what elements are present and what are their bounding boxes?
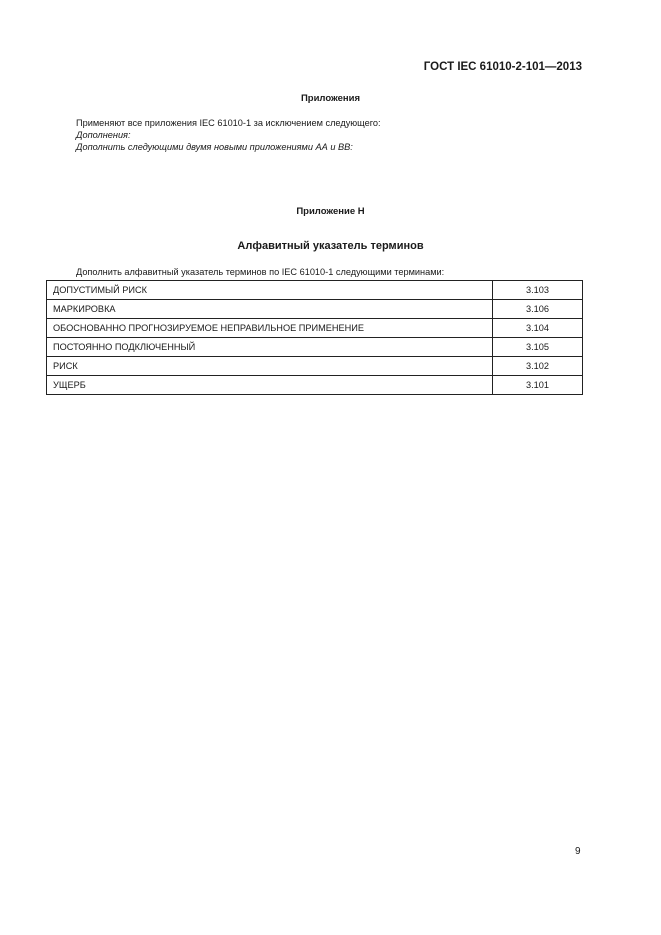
table-row — [47, 357, 583, 376]
table-row — [47, 281, 583, 300]
annexes-paragraph-2: Дополнения: — [76, 130, 131, 140]
term-ref-cell: 3.103 — [493, 281, 583, 300]
term-cell: ДОПУСТИМЫЙ РИСК — [47, 281, 493, 300]
term-cell: ПОСТОЯННО ПОДКЛЮЧЕННЫЙ — [47, 338, 493, 357]
page-number: 9 — [575, 846, 581, 857]
term-cell: ОБОСНОВАННО ПРОГНОЗИРУЕМОЕ НЕПРАВИЛЬНОЕ ПРИМЕНЕНИЕ — [47, 319, 493, 338]
term-cell: РИСК — [47, 357, 493, 376]
term-ref-cell: 3.105 — [493, 338, 583, 357]
index-intro: Дополнить алфавитный указатель терминов по IEC 61010-1 следующими терминами: — [76, 267, 445, 277]
table-row — [47, 376, 583, 395]
term-ref-cell: 3.102 — [493, 357, 583, 376]
document-code: ГОСТ IEC 61010-2-101—2013 — [423, 61, 582, 73]
annexes-paragraph-1: Применяют все приложения IEC 61010-1 за исключением следующего: — [76, 118, 381, 128]
term-ref-cell: 3.106 — [493, 300, 583, 319]
table-row — [47, 300, 583, 319]
table-row — [47, 319, 583, 338]
term-cell: МАРКИРОВКА — [47, 300, 493, 319]
table-row — [47, 338, 583, 357]
term-ref-cell: 3.101 — [493, 376, 583, 395]
annexes-heading: Приложения — [300, 93, 361, 104]
term-ref-cell: 3.104 — [493, 319, 583, 338]
terms-table — [46, 280, 583, 395]
index-heading: Алфавитный указатель терминов — [237, 240, 424, 252]
term-cell: УЩЕРБ — [47, 376, 493, 395]
annexes-paragraph-3: Дополнить следующими двумя новыми приложениями АА и ВВ: — [76, 142, 353, 152]
annex-h-heading: Приложение Н — [296, 206, 365, 217]
